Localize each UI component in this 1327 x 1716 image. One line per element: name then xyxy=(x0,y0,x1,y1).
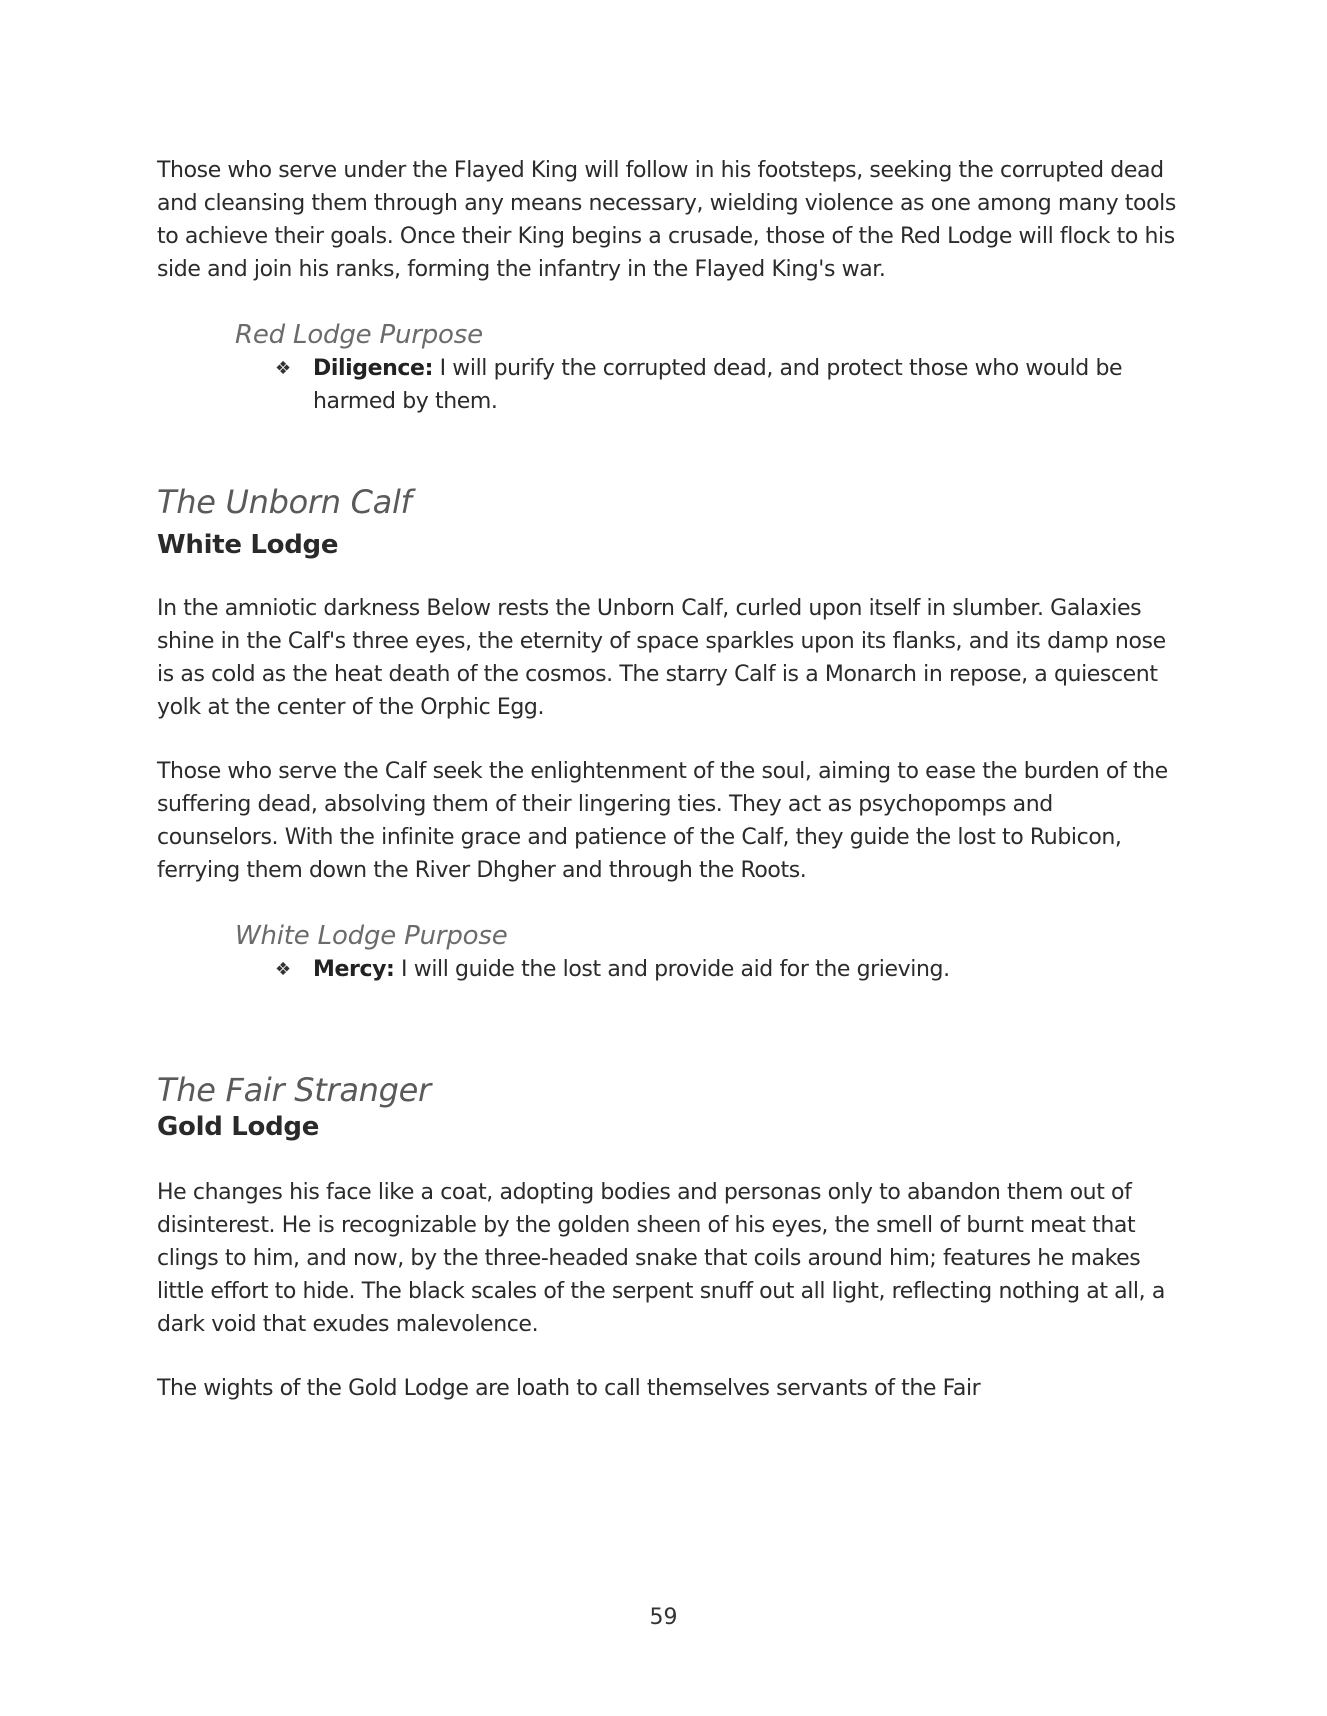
unborn-calf-paragraph-1: In the amniotic darkness Below rests the Unborn Calf, curled upon itself in slumber. Galaxies shine in the Calf's three eyes, the eternity of space sparkles upon its flanks, and its damp nose is as cold as the heat death of the cosmos. The starry Calf is a Monarch in repose, a quiescent yolk at the center of the Orphic Egg. xyxy=(157,596,1166,720)
lodge-name-gold: Gold Lodge xyxy=(157,1112,320,1142)
purpose-virtue: Mercy: xyxy=(313,957,395,982)
white-lodge-purpose xyxy=(235,919,1177,986)
red-lodge-purpose-list xyxy=(235,352,1177,418)
red-lodge-purpose-title: Red Lodge Purpose xyxy=(235,320,483,350)
section-title-fair-stranger: The Fair Stranger xyxy=(157,1071,431,1109)
diamond-bullet-icon: ❖ xyxy=(275,959,291,980)
purpose-virtue: Diligence: xyxy=(313,356,433,381)
intro-paragraph: Those who serve under the Flayed King will follow in his footsteps, seeking the corrupted dead and cleansing them through any means necessary, wielding violence as one among many tools to achieve their goals. Once their King begins a crusade, those of the Red Lodge will flock to his side and join his ranks, forming the infantry in the Flayed King's war. xyxy=(157,158,1176,282)
page-content xyxy=(157,154,1177,1405)
purpose-item-mercy xyxy=(235,953,1177,986)
red-lodge-purpose xyxy=(235,318,1177,418)
purpose-text: I will guide the lost and provide aid for the grieving. xyxy=(394,957,950,982)
purpose-text: I will purify the corrupted dead, and protect those who would be harmed by them. xyxy=(313,356,1123,414)
purpose-item-diligence xyxy=(235,352,1177,418)
white-lodge-purpose-list xyxy=(235,953,1177,986)
unborn-calf-paragraph-2: Those who serve the Calf seek the enlightenment of the soul, aiming to ease the burden of the suffering dead, absolving them of their lingering ties. They act as psychopomps and counselors. With the infinite grace and patience of the Calf, they guide the lost to Rubicon, ferrying them down the River Dhgher and through the Roots. xyxy=(157,759,1168,883)
fair-stranger-paragraph-2: The wights of the Gold Lodge are loath to call themselves servants of the Fair xyxy=(157,1376,981,1401)
diamond-bullet-icon: ❖ xyxy=(275,358,291,379)
white-lodge-purpose-title: White Lodge Purpose xyxy=(235,921,508,951)
section-title-unborn-calf: The Unborn Calf xyxy=(157,483,412,521)
fair-stranger-paragraph-1: He changes his face like a coat, adopting bodies and personas only to abandon them out of disinterest. He is recognizable by the golden sheen of his eyes, the smell of burnt meat that clings to him, and now, by the three-headed snake that coils around him; features he makes little effort to hide. The black scales of the serpent snuff out all light, reflecting nothing at all, a dark void that exudes malevolence. xyxy=(157,1180,1165,1337)
page-number: 59 xyxy=(649,1605,678,1630)
lodge-name-white: White Lodge xyxy=(157,530,339,560)
